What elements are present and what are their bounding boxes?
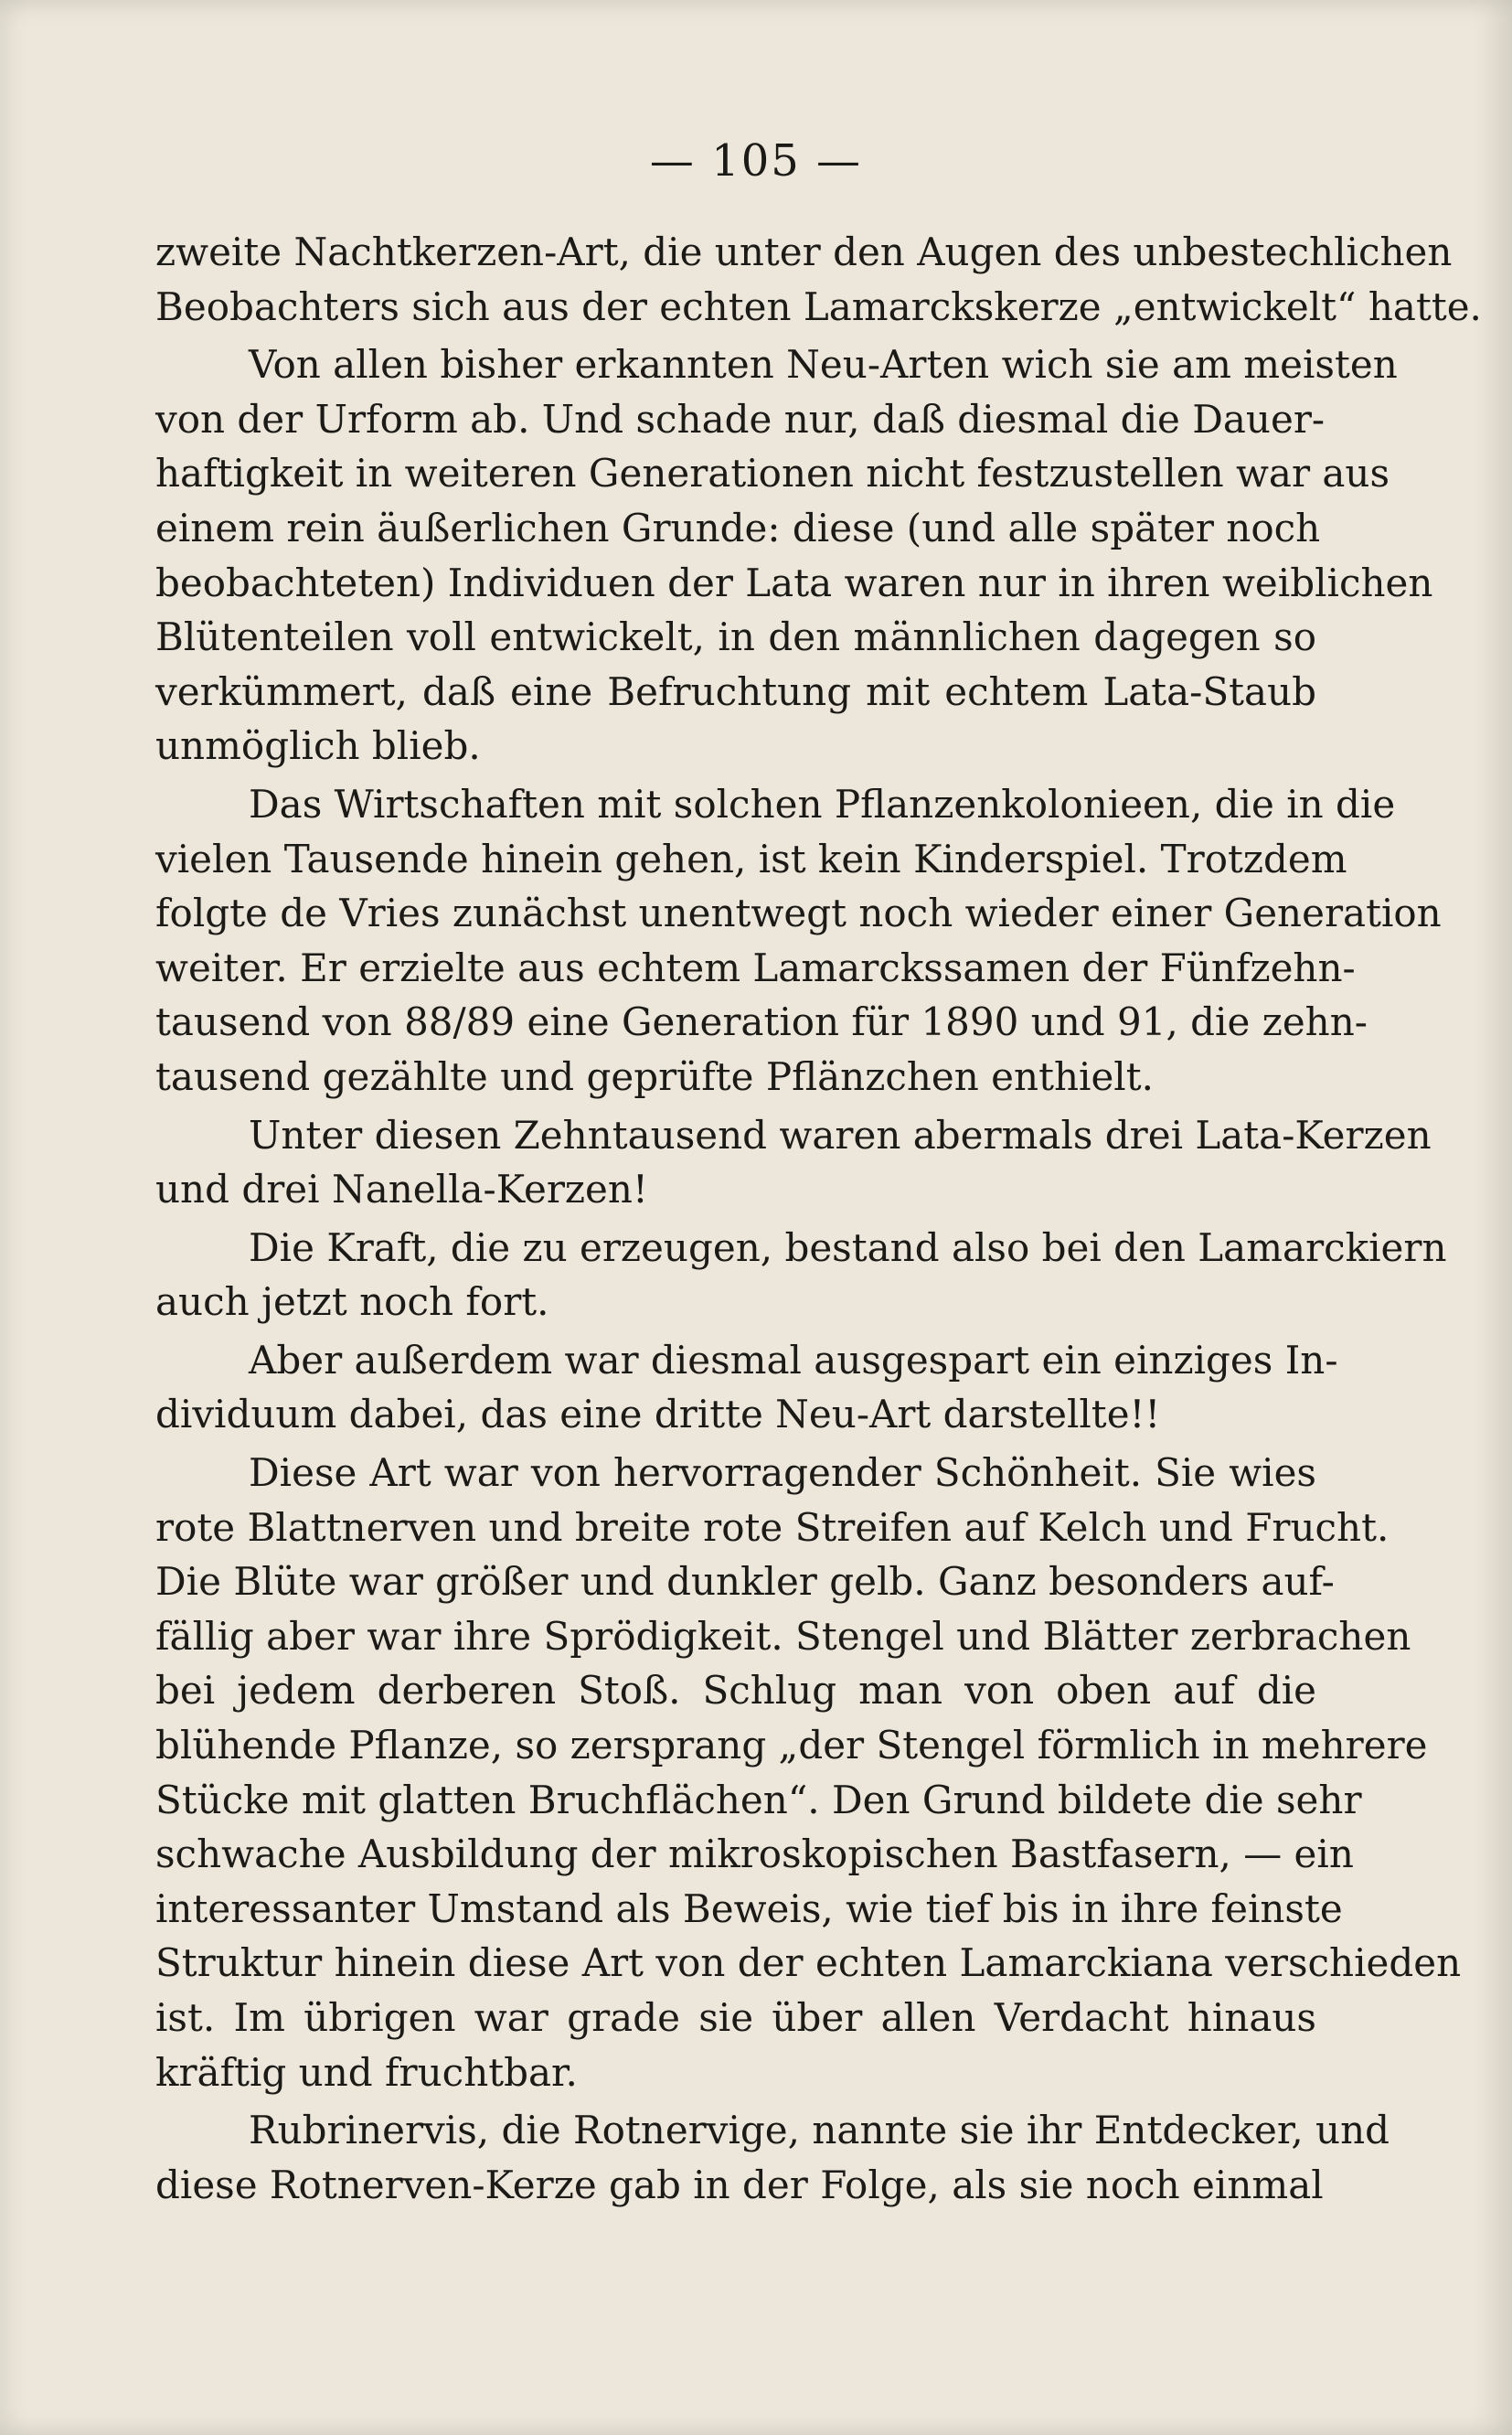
page-number: — 105 — xyxy=(649,135,863,187)
text-line: Beobachters sich aus der echten Lamarckskerze „entwickelt“ hatte. xyxy=(155,283,1482,329)
paragraph xyxy=(155,1108,1432,1217)
text-line: diese Rotnerven-Kerze gab in der Folge, als sie noch einmal xyxy=(155,2162,1324,2207)
text-line: schwache Ausbildung der mikroskopischen Bastfasern, — ein xyxy=(155,1832,1354,1877)
text-line: ist. Im übrigen war grade sie über allen Verdacht hinaus xyxy=(155,1995,1316,2040)
text-line: einem rein äußerlichen Grunde: diese (und alle später noch xyxy=(155,505,1321,550)
text-line: Aber außerdem war diesmal ausgespart ein einziges In- xyxy=(249,1337,1338,1383)
text-line: tausend gezählte und geprüfte Pflänzchen enthielt. xyxy=(155,1053,1154,1099)
text-line: beobachteten) Individuen der Lata waren nur in ihren weiblichen xyxy=(155,560,1433,605)
text-line: bei jedem derberen Stoß. Schlug man von oben auf die xyxy=(155,1668,1316,1714)
text-line: interessanter Umstand als Beweis, wie tief bis in ihre feinste xyxy=(155,1885,1343,1931)
text-line: kräftig und fruchtbar. xyxy=(155,2049,578,2095)
body-text xyxy=(155,225,1482,2212)
text-line: Stücke mit glatten Bruchflächen“. Den Grund bildete die sehr xyxy=(155,1777,1362,1822)
text-line: Das Wirtschaften mit solchen Pflanzenkolonieen, die in die xyxy=(249,781,1396,827)
text-line: vielen Tausende hinein gehen, ist kein Kinderspiel. Trotzdem xyxy=(155,836,1347,881)
paragraph xyxy=(155,2103,1390,2212)
paragraph xyxy=(155,225,1482,334)
text-line: haftigkeit in weiteren Generationen nicht festzustellen war aus xyxy=(155,451,1390,497)
text-line: Die Blüte war größer und dunkler gelb. Ganz besonders auf- xyxy=(155,1559,1335,1605)
text-line: verkümmert, daß eine Befruchtung mit echtem Lata-Staub xyxy=(155,668,1316,714)
text-line: auch jetzt noch fort. xyxy=(155,1279,549,1325)
paragraph xyxy=(155,337,1433,774)
text-line: Die Kraft, die zu erzeugen, bestand also bei den Lamarckiern xyxy=(249,1224,1447,1270)
text-line: und drei Nanella-Kerzen! xyxy=(155,1167,648,1212)
text-line: weiter. Er erzielte aus echtem Lamarckssamen der Fünfzehn- xyxy=(155,945,1356,990)
text-line: von der Urform ab. Und schade nur, daß diesmal die Dauer- xyxy=(155,396,1326,442)
paragraph xyxy=(155,1333,1338,1442)
text-line: Struktur hinein diese Art von der echten Lamarckiana verschieden xyxy=(155,1940,1462,1986)
text-line: zweite Nachtkerzen-Art, die unter den Augen des unbestechlichen xyxy=(155,230,1453,274)
text-line: folgte de Vries zunächst unentwegt noch wieder einer Generation xyxy=(155,891,1442,936)
text-line: dividuum dabei, das eine dritte Neu-Art darstellte!! xyxy=(155,1392,1161,1437)
text-line: unmöglich blieb. xyxy=(155,723,481,769)
text-line: blühende Pflanze, so zersprang „der Stengel förmlich in mehrere xyxy=(155,1723,1428,1768)
text-line: Rubrinervis, die Rotnervige, nannte sie ihr Entdecker, und xyxy=(249,2108,1390,2153)
text-line: Blütenteilen voll entwickelt, in den männlichen dagegen so xyxy=(155,614,1316,660)
text-line: rote Blattnerven und breite rote Streifen auf Kelch und Frucht. xyxy=(155,1504,1390,1550)
text-line: tausend von 88/89 eine Generation für 1890 und 91, die zehn- xyxy=(155,999,1368,1045)
text-line: Diese Art war von hervorragender Schönheit. Sie wies xyxy=(249,1450,1316,1496)
text-line: Von allen bisher erkannten Neu-Arten wich sie am meisten xyxy=(249,342,1398,388)
text-line: fällig aber war ihre Sprödigkeit. Stengel und Blätter zerbrachen xyxy=(155,1613,1411,1659)
paragraph xyxy=(155,1221,1447,1330)
text-line: Unter diesen Zehntausend waren abermals drei Lata-Kerzen xyxy=(249,1112,1432,1158)
paragraph xyxy=(155,777,1442,1105)
paragraph xyxy=(155,1446,1462,2099)
